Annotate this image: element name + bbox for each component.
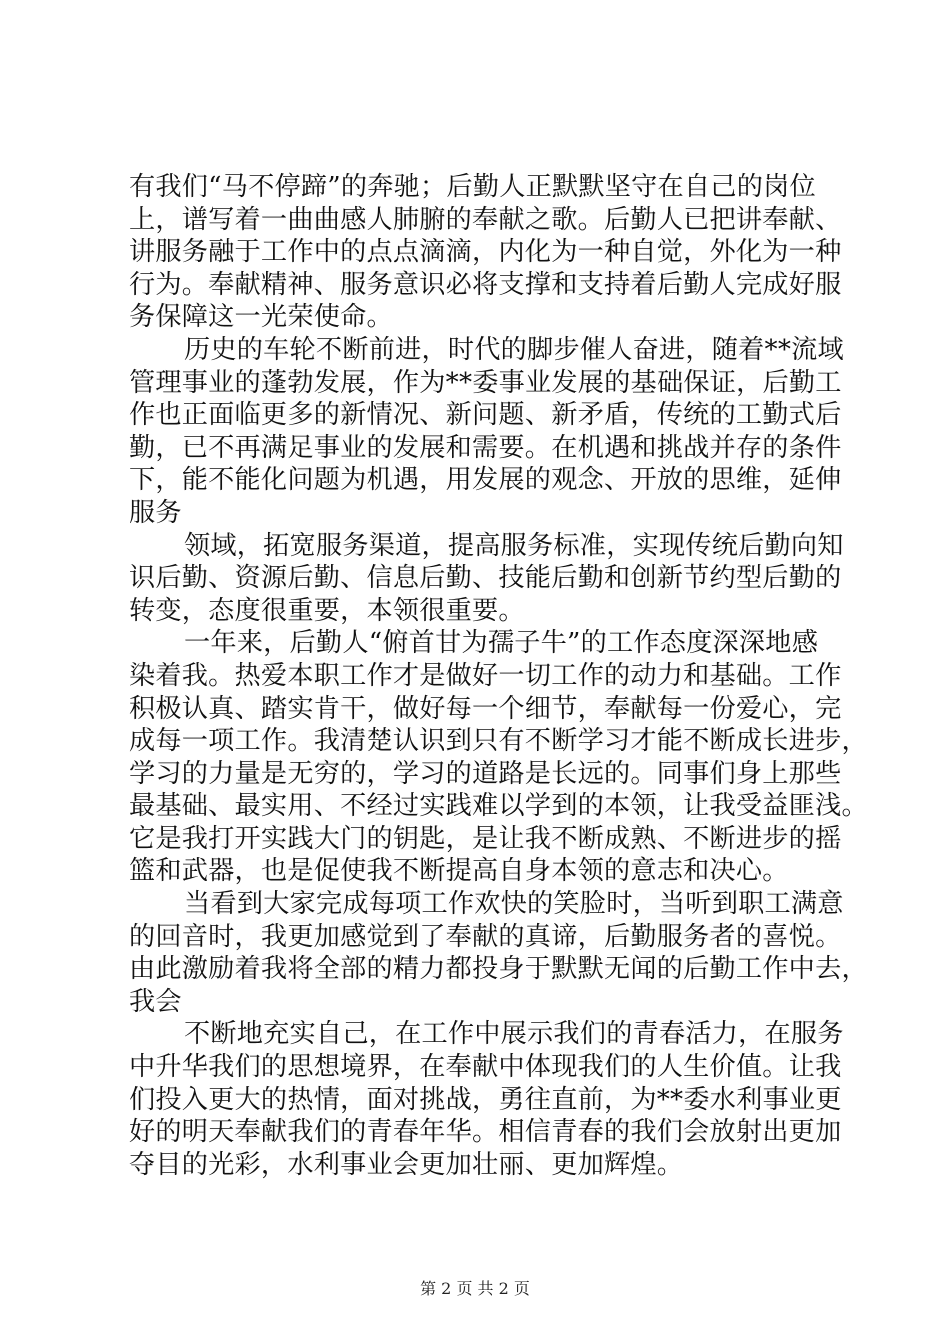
text-line: 历史的车轮不断前进，时代的脚步催人奋进，随着**流域 [184, 334, 844, 365]
text-line: 最基础、最实用、不经过实践难以学到的本领，让我受益匪浅。 [129, 791, 868, 822]
text-line: 中升华我们的思想境界，在奉献中体现我们的人生价值。让我 [129, 1052, 842, 1083]
text-line: 由此激励着我将全部的精力都投身于默默无闻的后勤工作中去， [129, 954, 868, 985]
text-line: 服务 [129, 497, 182, 528]
text-line: 上，谱写着一曲曲感人肺腑的奉献之歌。后勤人已把讲奉献、 [129, 204, 842, 235]
text-line: 转变，态度很重要，本领很重要。 [129, 595, 525, 626]
text-line: 一年来，后勤人“俯首甘为孺子牛”的工作态度深深地感 [184, 628, 819, 659]
text-line: 学习的力量是无穷的，学习的道路是长远的。同事们身上那些 [129, 758, 842, 789]
text-line: 它是我打开实践大门的钥匙，是让我不断成熟、不断进步的摇 [129, 823, 842, 854]
text-line: 夺目的光彩，水利事业会更加壮丽、更加辉煌。 [129, 1149, 684, 1180]
text-line: 当看到大家完成每项工作欢快的笑脸时，当听到职工满意 [184, 889, 844, 920]
text-line: 领域，拓宽服务渠道，提高服务标准，实现传统后勤向知 [184, 530, 844, 561]
text-line: 务保障这一光荣使命。 [129, 302, 393, 333]
text-line: 积极认真、踏实肯干，做好每一个细节，奉献每一份爱心，完 [129, 693, 842, 724]
text-line: 不断地充实自己，在工作中展示我们的青春活力，在服务 [184, 1019, 844, 1050]
text-line: 我会 [129, 986, 182, 1017]
text-line: 的回音时，我更加感觉到了奉献的真谛，后勤服务者的喜悦。 [129, 921, 842, 952]
text-line: 下，能不能化问题为机遇，用发展的观念、开放的思维，延伸 [129, 465, 842, 496]
text-line: 勤，已不再满足事业的发展和需要。在机遇和挑战并存的条件 [129, 432, 842, 463]
text-line: 好的明天奉献我们的青春年华。相信青春的我们会放射出更加 [129, 1117, 842, 1148]
text-line: 行为。奉献精神、服务意识必将支撑和支持着后勤人完成好服 [129, 269, 842, 300]
page-footer: 第 2 页 共 2 页 [420, 1279, 530, 1298]
text-line: 有我们“马不停蹄”的奔驰；后勤人正默默坚守在自己的岗位 [129, 172, 816, 202]
document-body [129, 171, 868, 1181]
text-line: 作也正面临更多的新情况、新问题、新矛盾，传统的工勤式后 [129, 400, 842, 431]
text-line: 讲服务融于工作中的点点滴滴，内化为一种自觉，外化为一种 [129, 237, 842, 268]
text-line: 染着我。热爱本职工作才是做好一切工作的动力和基础。工作 [129, 660, 842, 691]
text-line: 成每一项工作。我清楚认识到只有不断学习才能不断成长进步， [129, 726, 868, 757]
text-line: 识后勤、资源后勤、信息后勤、技能后勤和创新节约型后勤的 [129, 563, 842, 594]
text-line: 管理事业的蓬勃发展，作为**委事业发展的基础保证，后勤工 [129, 367, 842, 398]
text-line: 篮和武器，也是促使我不断提高自身本领的意志和决心。 [129, 856, 789, 887]
text-line: 们投入更大的热情，面对挑战，勇往直前，为**委水利事业更 [129, 1084, 842, 1115]
